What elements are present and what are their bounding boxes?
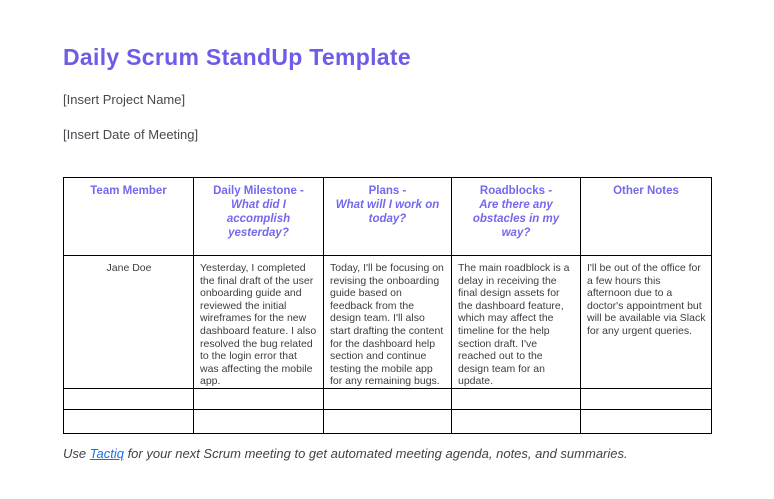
empty-cell (581, 388, 712, 409)
empty-cell (452, 409, 581, 433)
table-header-row (64, 178, 712, 256)
meeting-date-placeholder: [Insert Date of Meeting] (63, 127, 199, 142)
header-sub-text: Are there any obstacles in my way? (472, 199, 560, 239)
tactiq-link[interactable]: Tactiq (89, 446, 124, 461)
cell-daily-milestone: Yesterday, I completed the final draft of the user onboarding guide and reviewed the initial wireframes for the new dashboard feature. I also resolved the bug related to the login error that was affecting the mobile app. (194, 256, 324, 389)
empty-cell (324, 388, 452, 409)
table-row (64, 256, 712, 389)
header-main-text: Plans - (368, 185, 407, 197)
header-main-text: Team Member (90, 185, 167, 197)
footer-prefix: Use (63, 446, 90, 461)
cell-other-notes: I'll be out of the office for a few hours this afternoon due to a doctor's appointment but will be available via Slack for any urgent queries. (581, 256, 712, 389)
table-row-empty (64, 409, 712, 433)
header-sub-text: What will I work on today? (335, 199, 440, 225)
header-main-text: Daily Milestone - (213, 185, 304, 197)
empty-cell (452, 388, 581, 409)
empty-cell (64, 409, 194, 433)
column-header-other-notes (581, 178, 712, 256)
empty-cell (324, 409, 452, 433)
scrum-standup-table (63, 177, 712, 434)
column-header-plans (324, 178, 452, 256)
column-header-team-member (64, 178, 194, 256)
header-main-text: Roadblocks - (479, 185, 553, 197)
header-main-text: Other Notes (613, 185, 679, 197)
header-sub-text: What did I accomplish yesterday? (226, 199, 291, 239)
column-header-daily-milestone (194, 178, 324, 256)
column-header-roadblocks (452, 178, 581, 256)
empty-cell (194, 409, 324, 433)
cell-team-member: Jane Doe (64, 256, 194, 389)
table-row-empty (64, 388, 712, 409)
project-name-placeholder: [Insert Project Name] (63, 92, 186, 107)
empty-cell (194, 388, 324, 409)
page-title: Daily Scrum StandUp Template (63, 44, 411, 70)
cell-roadblocks: The main roadblock is a delay in receiving the final design assets for the dashboard feature, which may affect the timeline for the help section draft. I've reached out to the design team for an update. (452, 256, 581, 389)
empty-cell (64, 388, 194, 409)
empty-cell (581, 409, 712, 433)
cell-plans: Today, I'll be focusing on revising the onboarding guide based on feedback from the design team. I'll also start drafting the content for the dashboard help section and continue testing the mobile app for any remaining bugs. (324, 256, 452, 389)
footer-note (63, 446, 628, 461)
footer-suffix: for your next Scrum meeting to get automated meeting agenda, notes, and summaries. (123, 446, 628, 461)
